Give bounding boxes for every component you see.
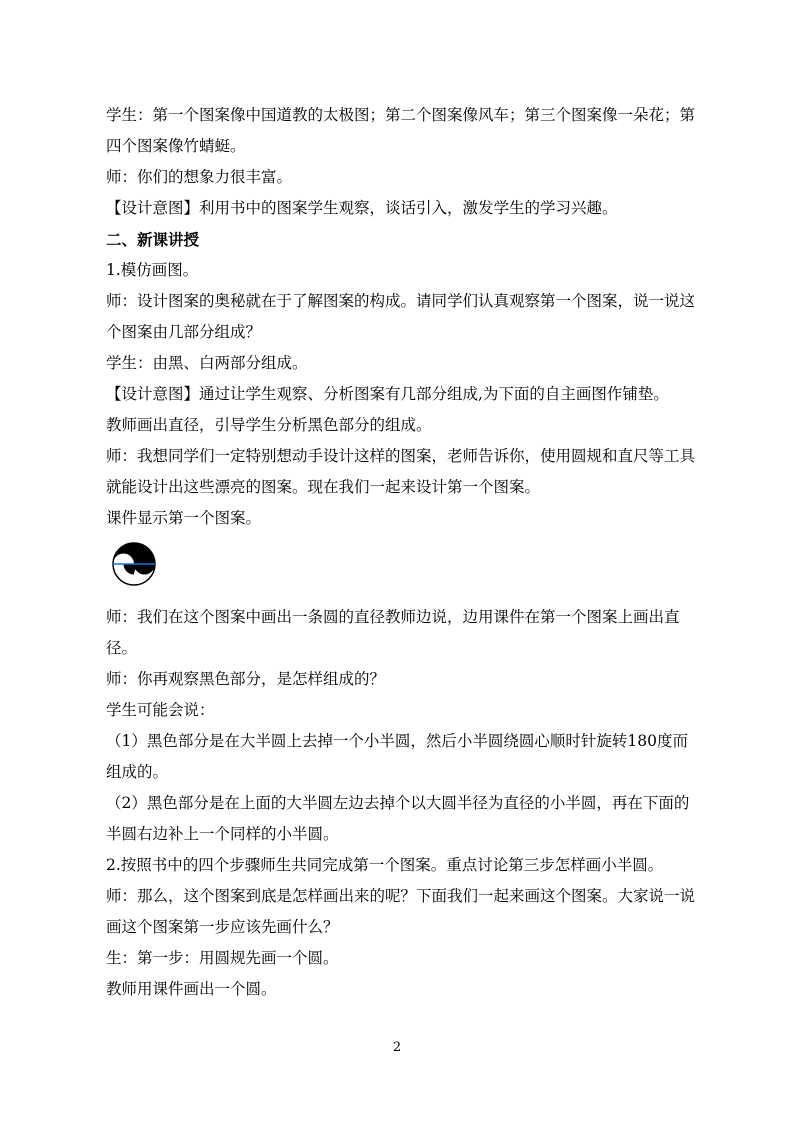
paragraph-imitate-drawing: 1.模仿画图。 bbox=[106, 261, 199, 279]
paragraph-four-steps: 2.按照书中的四个步骤师生共同完成第一个图案。重点讨论第三步怎样画小半圆。 bbox=[106, 856, 664, 874]
paragraph-observe-black: 师：你再观察黑色部分，是怎样组成的？ bbox=[106, 670, 386, 688]
paragraph-student-may-say: 学生可能会说： bbox=[106, 701, 215, 719]
paragraph-teacher-draw-circle: 教师用课件画出一个圆。 bbox=[106, 980, 277, 998]
page-number: 2 bbox=[392, 1040, 402, 1055]
paragraph-design-intent-2: 【设计意图】通过让学生观察、分析图案有几部分组成,为下面的自主画图作铺垫。 bbox=[106, 385, 669, 403]
paragraph-student-answer: 学生：第一个图案像中国道教的太极图；第二个图案像风车；第三个图案像一朵花；第四个图案像竹蜻蜓。 bbox=[106, 106, 696, 155]
paragraph-how-drawn: 师：那么，这个图案到底是怎样画出来的呢？下面我们一起来画这个图案。大家说一说画这个图案第一步应该先画什么？ bbox=[106, 887, 696, 936]
paragraph-answer-2: （2）黑色部分是在上面的大半圆左边去掉个以大圆半径为直径的小半圆，再在下面的半圆右边补上一个同样的小半圆。 bbox=[106, 794, 690, 843]
document-body bbox=[106, 100, 698, 1005]
paragraph-teacher-question: 师：设计图案的奥秘就在于了解图案的构成。请同学们认真观察第一个图案，说一说这个图案由几部分组成？ bbox=[106, 292, 696, 341]
paragraph-student-black-white: 学生：由黑、白两部分组成。 bbox=[106, 354, 308, 372]
paragraph-step-one: 生：第一步：用圆规先画一个圆。 bbox=[106, 949, 339, 967]
paragraph-courseware-show: 课件显示第一个图案。 bbox=[106, 509, 262, 527]
paragraph-teacher-diameter: 教师画出直径，引导学生分析黑色部分的组成。 bbox=[106, 416, 432, 434]
taiji-figure bbox=[110, 540, 698, 596]
taiji-icon bbox=[110, 540, 158, 588]
paragraph-design-intent-1: 【设计意图】利用书中的图案学生观察，谈话引入，激发学生的学习兴趣。 bbox=[106, 199, 618, 217]
paragraph-teacher-draw-diameter: 师：我们在这个图案中画出一条圆的直径教师边说，边用课件在第一个图案上画出直径。 bbox=[106, 608, 680, 657]
paragraph-teacher-tools: 师：我想同学们一定特别想动手设计这样的图案，老师告诉你，使用圆规和直尺等工具就能设计出这些漂亮的图案。现在我们一起来设计第一个图案。 bbox=[106, 447, 696, 496]
paragraph-teacher-praise: 师：你们的想象力很丰富。 bbox=[106, 168, 293, 186]
section-heading-new-lesson: 二、新课讲授 bbox=[106, 230, 200, 249]
paragraph-answer-1: （1）黑色部分是在大半圆上去掉一个小半圆，然后小半圆绕圆心顺时针旋转180度而组成的。 bbox=[106, 732, 688, 781]
